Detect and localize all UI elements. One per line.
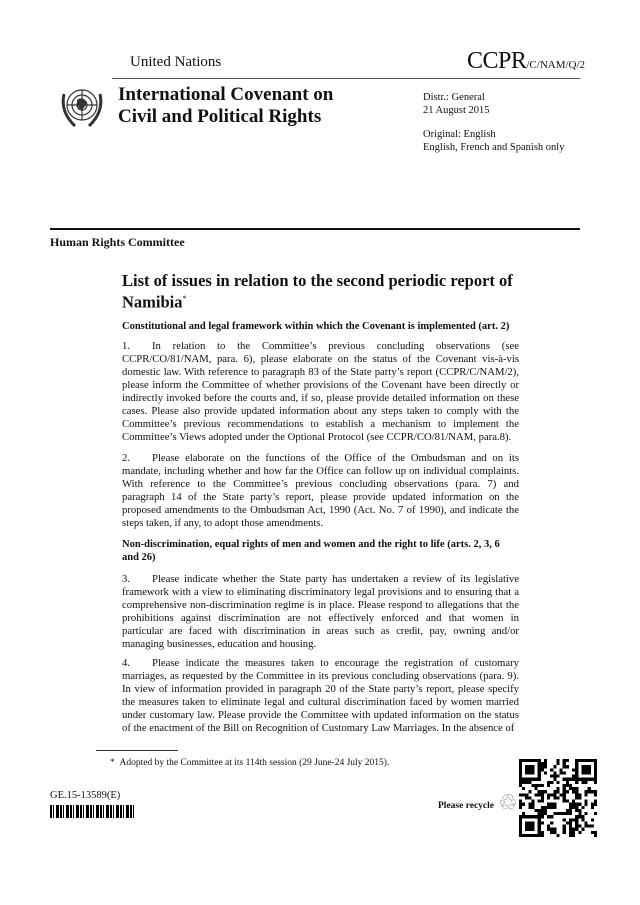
paragraph-number: 4.: [122, 657, 131, 669]
paragraph-4: [122, 657, 519, 735]
qr-code: [519, 757, 597, 839]
languages: English, French and Spanish only: [423, 142, 565, 153]
paragraph-line: [122, 452, 519, 465]
paragraph-line: In view of information provided in paragraph 20 of the State party’s report, please specify: [122, 683, 519, 695]
recycle-icon: ♲: [498, 790, 518, 815]
paragraph-line: prohibitions against discrimination are not effectively enforced and that women in: [122, 612, 519, 624]
paragraph-line: indirectly invoked before the courts and, if so, please provide detailed information on these: [122, 392, 519, 404]
distribution: Distr.: General: [423, 92, 485, 103]
section-heading: [122, 538, 519, 564]
paragraph-line: managing businesses, education and housing.: [122, 638, 317, 650]
paragraph-3: [122, 573, 519, 651]
heading-line: Non-discrimination, equal rights of men and women and the right to life (arts. 2, 3, 6: [122, 539, 500, 550]
paragraph-text: Please indicate whether the State party has undertaken a review of its legislative: [152, 573, 519, 585]
paragraph-line: framework with a view to eliminating discriminatory legal provisions and to ensuring that a: [122, 586, 519, 598]
footnote-mark: *: [110, 758, 115, 768]
header-rule: [112, 78, 580, 79]
paragraph-line: With reference to the Committee’s previous concluding observations (para. 7) and: [122, 478, 519, 490]
paragraph-line: [122, 573, 519, 586]
paragraph-line: of the enactment of the Bill on Recognition of Customary Law Marriages. In the absence of: [122, 722, 515, 734]
paragraph-line: CCPR/CO/81/NAM, para. 6), please elaborate on the status of the Covenant vis-à-vis: [122, 353, 519, 365]
date: 21 August 2015: [423, 105, 490, 116]
section-rule: [50, 228, 580, 230]
paragraph-line: mandate, including whether and how far the Office can follow up on individual complaints.: [122, 465, 519, 477]
paragraph-line: [122, 340, 519, 353]
paragraph-line: Committee’s Views adopted under the Optional Protocol (see CCPR/CO/81/NAM, para.8).: [122, 431, 512, 443]
paragraph-line: domestic law. With reference to paragraph 83 of the State party’s report (CCPR/C/NAM/2),: [122, 366, 519, 378]
paragraph-number: 1.: [122, 340, 131, 352]
treaty-title-line: Civil and Political Rights: [118, 106, 322, 127]
job-number: GE.15-13589(E): [50, 790, 121, 801]
paragraph-line: marriages, as requested by the Committee in its previous concluding observations (para. 9).: [122, 670, 519, 682]
paragraph-line: please inform the Committee of whether provisions of the Covenant have been directly or: [122, 379, 519, 391]
paragraph-line: paragraph 14 of the State party’s report, please provide updated information on the: [122, 491, 519, 503]
recycle-label: Please recycle: [438, 801, 494, 811]
paragraph-line: Committee’s previous recommendations to establish a mechanism to implement the: [122, 418, 519, 430]
heading-line: and 26): [122, 552, 156, 563]
paragraph-number: 3.: [122, 573, 131, 585]
symbol-main: CCPR: [467, 48, 527, 74]
paragraph-text: In relation to the Committee’s previous concluding observations (see: [152, 340, 519, 352]
paragraph-text: Please elaborate on the functions of the Office of the Ombudsman and on its: [152, 452, 519, 464]
paragraph-line: under customary law. Please provide the Committee with updated information on the status: [122, 709, 519, 721]
paragraph-2: [122, 452, 519, 530]
paragraph-line: cases. Please also provide updated information about any steps taken to comply with the: [122, 405, 519, 417]
treaty-title: [118, 84, 333, 128]
paragraph-line: [122, 657, 519, 670]
original-language: Original: English: [423, 129, 496, 140]
footnote: [110, 758, 389, 768]
paragraph-line: proposed amendments to the Ombudsman Act, 1990 (Act. No. 7 of 1990), and indicate the: [122, 504, 519, 516]
distribution-info: [423, 91, 490, 117]
paragraph-line: particular are faced with discrimination in areas such as credit, pay, owning and/or: [122, 625, 519, 637]
paragraph-text: Please indicate the measures taken to encourage the registration of customary: [152, 657, 519, 669]
treaty-title-line: International Covenant on: [118, 84, 334, 105]
paragraph-line: comprehensive non-discrimination regime is in place. Please respond to allegations that the: [122, 599, 519, 611]
paragraph-1: [122, 340, 519, 444]
document-symbol: [467, 48, 585, 75]
paragraph-line: steps taken, if any, to adopt those amendments.: [122, 517, 324, 529]
un-emblem-icon: [57, 82, 107, 132]
paragraph-line: the measures taken to eliminate legal and cultural discrimination faced by women married: [122, 696, 519, 708]
organization-name: United Nations: [130, 54, 222, 70]
document-title: [122, 272, 522, 312]
footnote-mark: *: [182, 294, 187, 303]
footnote-rule: [96, 750, 178, 751]
footnote-text: Adopted by the Committee at its 114th session (29 June-24 July 2015).: [119, 758, 390, 768]
language-info: [423, 128, 564, 154]
title-line: Namibia: [122, 292, 183, 312]
heading-line: Constitutional and legal framework within which the Covenant is implemented (art. 2): [122, 321, 510, 332]
title-line: List of issues in relation to the second periodic report of: [122, 271, 513, 290]
barcode: [50, 805, 136, 818]
paragraph-number: 2.: [122, 452, 131, 464]
symbol-sub: /C/NAM/Q/2: [526, 59, 586, 71]
section-heading: [122, 320, 519, 333]
committee-name: Human Rights Committee: [50, 235, 185, 249]
